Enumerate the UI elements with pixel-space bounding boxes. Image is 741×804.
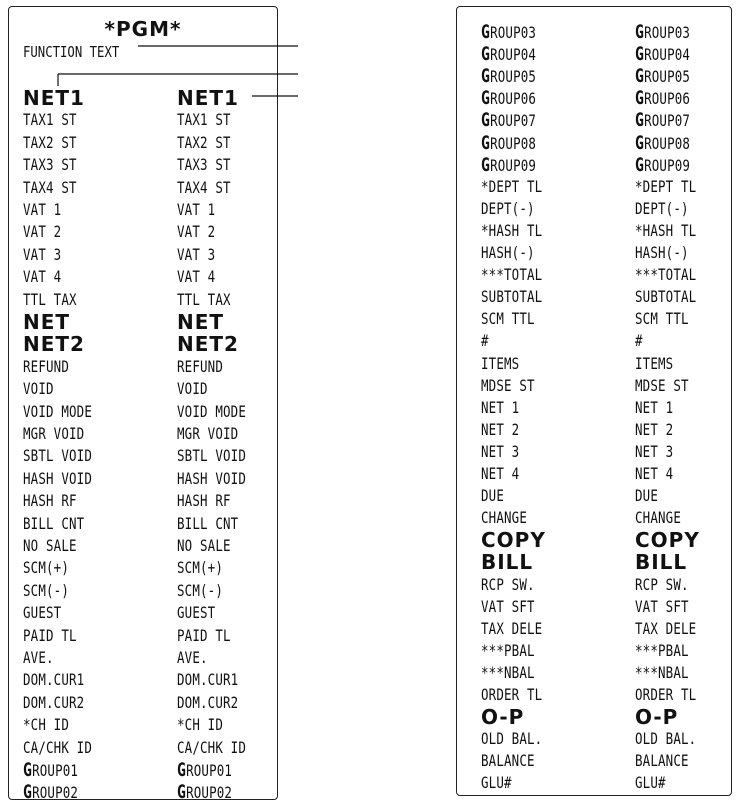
line-text-default: NET2	[23, 332, 85, 357]
receipt-line	[457, 43, 731, 65]
receipt-line	[457, 87, 731, 109]
receipt-line	[457, 551, 731, 573]
receipt-line	[9, 87, 277, 109]
line-text-default: NET 4	[481, 464, 520, 483]
line-text-programmed: SCM TTL	[635, 309, 689, 329]
line-text-programmed: TAX1 ST	[177, 110, 231, 130]
receipt-line	[9, 333, 277, 355]
receipt-line	[457, 463, 731, 485]
line-text-default: VAT 3	[23, 244, 62, 264]
line-text-programmed: VOID MODE	[177, 401, 247, 421]
line-text-programmed: OLD BAL.	[635, 729, 697, 749]
line-text-default: HASH RF	[23, 491, 77, 511]
line-text-programmed: BILL CNT	[177, 513, 239, 533]
line-text-default: DUE	[481, 486, 505, 506]
line-text-default: TTL TAX	[23, 289, 77, 309]
line-text-programmed: HASH(-)	[635, 243, 689, 262]
line-text-default: ITEMS	[481, 353, 520, 373]
line-text-default: CA/CHK ID	[23, 737, 93, 757]
line-text-default: HASH(-)	[481, 243, 535, 262]
line-text-default: BILL CNT	[23, 513, 85, 533]
line-text-default: ***NBAL	[481, 662, 535, 682]
line-text-default: VAT 1	[23, 200, 62, 219]
line-text-default: SCM TTL	[481, 309, 535, 329]
line-text-default: MGR VOID	[23, 424, 85, 443]
receipt-line	[457, 330, 731, 352]
line-text-default: NET 1	[481, 397, 520, 417]
line-text-default: *HASH TL	[481, 220, 543, 240]
line-text-programmed: GROUP05	[635, 65, 691, 88]
line-text-programmed: GROUP02	[177, 781, 233, 804]
receipt-line	[9, 445, 277, 467]
line-text-default: VOID	[23, 379, 54, 399]
line-text-default: GROUP06	[481, 87, 537, 110]
receipt-line	[457, 264, 731, 286]
line-text-default: GROUP07	[481, 109, 537, 132]
receipt-line	[457, 375, 731, 397]
line-text-programmed: SUBTOTAL	[635, 287, 697, 307]
line-text-programmed: *CH ID	[177, 715, 224, 735]
receipt-line	[457, 618, 731, 640]
line-text-programmed: TTL TAX	[177, 289, 231, 309]
line-text-programmed: GROUP04	[635, 43, 691, 66]
receipt-line	[457, 198, 731, 220]
line-text-default: DEPT(-)	[481, 198, 535, 218]
line-text-default: COPY	[481, 528, 546, 553]
line-text-programmed: TAX4 ST	[177, 177, 231, 197]
receipt-line	[9, 647, 277, 669]
line-text-default: GUEST	[23, 603, 62, 623]
line-text-programmed: CA/CHK ID	[177, 737, 247, 757]
line-text-default: VAT SFT	[481, 596, 535, 616]
function-text-label: FUNCTION TEXT	[23, 43, 120, 61]
line-text-default: TAX3 ST	[23, 155, 77, 175]
line-text-default: NET 2	[481, 419, 520, 439]
receipt-line	[457, 21, 731, 43]
line-text-programmed: DUE	[635, 486, 659, 506]
receipt-line	[9, 580, 277, 602]
receipt-line	[457, 154, 731, 176]
line-text-default: ***PBAL	[481, 640, 535, 660]
line-text-programmed: *DEPT TL	[635, 176, 697, 196]
line-text-default: OLD BAL.	[481, 729, 543, 749]
line-text-default: NET	[23, 310, 71, 334]
line-text-programmed: NET2	[177, 332, 239, 357]
line-text-default: VOID MODE	[23, 401, 93, 421]
receipt-line	[9, 401, 277, 423]
line-text-programmed: GROUP09	[635, 153, 691, 176]
line-text-default: CHANGE	[481, 508, 528, 528]
receipt-line	[457, 176, 731, 198]
line-text-default: GROUP01	[23, 759, 79, 781]
receipt-left	[8, 6, 278, 804]
receipt-line	[9, 244, 277, 266]
receipt-right	[456, 6, 732, 796]
line-text-default: SUBTOTAL	[481, 287, 543, 307]
line-text-default: REFUND	[23, 356, 70, 376]
receipt-line	[457, 596, 731, 618]
receipt-line	[9, 109, 277, 131]
line-text-default: VAT 4	[23, 267, 62, 287]
receipt-line	[457, 772, 731, 794]
receipt-line	[457, 441, 731, 463]
receipt-line	[9, 199, 277, 221]
line-text-programmed: *HASH TL	[635, 220, 697, 240]
receipt-line	[457, 242, 731, 264]
line-text-default: TAX4 ST	[23, 177, 77, 197]
line-text-programmed: ORDER TL	[635, 685, 697, 704]
line-text-programmed: VAT 4	[177, 267, 216, 287]
line-text-default: GROUP02	[23, 781, 79, 804]
line-text-programmed: MGR VOID	[177, 424, 239, 443]
line-text-default: SBTL VOID	[23, 446, 93, 466]
line-text-default: SCM(+)	[23, 558, 70, 578]
line-text-programmed: VOID	[177, 379, 208, 399]
line-text-programmed: NO SALE	[177, 536, 231, 555]
line-text-default: TAX1 ST	[23, 110, 77, 130]
receipt-line	[9, 356, 277, 378]
line-text-programmed: GLU#	[635, 773, 666, 793]
line-text-programmed: DOM.CUR2	[177, 692, 239, 712]
line-text-programmed: #	[635, 331, 643, 351]
line-text-default: NET 3	[481, 441, 520, 461]
line-text-default: ***TOTAL	[481, 265, 543, 285]
receipt-line	[9, 714, 277, 736]
line-text-programmed: SBTL VOID	[177, 446, 247, 466]
line-text-programmed: TAX3 ST	[177, 155, 231, 175]
pgm-title: *PGM*	[104, 17, 182, 41]
receipt-line	[9, 759, 277, 781]
receipt-line	[457, 286, 731, 308]
receipt-line	[9, 781, 277, 803]
line-text-default: TAX DELE	[481, 618, 543, 638]
line-text-programmed: GUEST	[177, 603, 216, 623]
line-text-default: MDSE ST	[481, 375, 535, 395]
line-text-programmed: NET1	[177, 86, 239, 110]
line-text-programmed: ***TOTAL	[635, 265, 697, 285]
receipt-line	[9, 535, 277, 557]
line-text-default: AVE.	[23, 648, 54, 667]
line-text-programmed: COPY	[635, 528, 700, 553]
line-text-programmed: NET	[177, 310, 225, 334]
line-text-programmed: SCM(-)	[177, 580, 224, 600]
line-text-programmed: NET 4	[635, 464, 674, 483]
line-text-programmed: TAX2 ST	[177, 132, 231, 152]
line-text-default: GROUP03	[481, 21, 537, 43]
line-text-programmed: ***NBAL	[635, 662, 689, 682]
line-text-programmed: VAT SFT	[635, 596, 689, 616]
line-text-default: RCP SW.	[481, 574, 535, 594]
receipt-line	[9, 468, 277, 490]
receipt-line	[457, 308, 731, 330]
receipt-line	[9, 513, 277, 535]
line-text-default: GROUP05	[481, 65, 537, 88]
line-text-programmed: REFUND	[177, 356, 224, 376]
line-text-default: PAID TL	[23, 625, 77, 645]
line-text-programmed: HASH RF	[177, 491, 231, 511]
line-text-default: SCM(-)	[23, 580, 70, 600]
line-text-programmed: O-P	[635, 705, 679, 730]
receipt-line	[9, 490, 277, 512]
receipt-line	[9, 289, 277, 311]
receipt-line	[457, 109, 731, 131]
receipt-line	[457, 750, 731, 772]
line-text-programmed: NET 2	[635, 419, 674, 439]
receipt-line	[457, 419, 731, 441]
receipt-line	[457, 662, 731, 684]
line-text-programmed: TAX DELE	[635, 618, 697, 638]
line-text-programmed: VAT 3	[177, 244, 216, 264]
receipt-line	[9, 692, 277, 714]
receipt-line	[9, 423, 277, 445]
receipt-line	[9, 625, 277, 647]
line-text-default: ORDER TL	[481, 685, 543, 704]
receipt-line	[9, 177, 277, 199]
line-text-programmed: NET 3	[635, 441, 674, 461]
line-text-programmed: GROUP03	[635, 21, 691, 43]
receipt-line	[457, 706, 731, 728]
line-text-programmed: SCM(+)	[177, 558, 224, 578]
line-text-programmed: GROUP01	[177, 759, 233, 781]
line-text-programmed: VAT 1	[177, 200, 216, 219]
receipt-line	[9, 737, 277, 759]
line-text-programmed: PAID TL	[177, 625, 231, 645]
receipt-line	[457, 684, 731, 706]
line-text-default: DOM.CUR1	[23, 670, 85, 690]
line-text-default: VAT 2	[23, 222, 62, 242]
receipt-line	[457, 397, 731, 419]
line-text-default: BILL	[481, 550, 534, 575]
line-text-default: HASH VOID	[23, 468, 93, 488]
line-text-programmed: AVE.	[177, 648, 208, 667]
receipt-line	[457, 65, 731, 87]
receipt-line	[9, 154, 277, 176]
line-text-default: GROUP04	[481, 43, 537, 66]
line-text-programmed: GROUP08	[635, 131, 691, 154]
line-text-programmed: GROUP07	[635, 109, 691, 132]
line-text-default: GROUP08	[481, 131, 537, 154]
line-text-default: #	[481, 331, 489, 351]
line-text-programmed: RCP SW.	[635, 574, 689, 594]
line-text-programmed: ***PBAL	[635, 640, 689, 660]
line-text-programmed: BALANCE	[635, 751, 689, 771]
line-text-default: O-P	[481, 705, 525, 730]
receipt-line	[9, 602, 277, 624]
receipt-line	[9, 669, 277, 691]
receipt-line	[9, 132, 277, 154]
receipt-line	[9, 557, 277, 579]
line-text-programmed: DEPT(-)	[635, 198, 689, 218]
receipt-line	[457, 529, 731, 551]
receipt-line	[457, 485, 731, 507]
receipt-line	[457, 220, 731, 242]
line-text-default: *DEPT TL	[481, 176, 543, 196]
line-text-programmed: MDSE ST	[635, 375, 689, 395]
receipt-line	[9, 378, 277, 400]
receipt-line	[457, 728, 731, 750]
line-text-programmed: CHANGE	[635, 508, 682, 528]
line-text-default: NET1	[23, 86, 85, 110]
receipt-line	[9, 221, 277, 243]
line-text-programmed: DOM.CUR1	[177, 670, 239, 690]
receipt-line	[457, 640, 731, 662]
line-text-default: GLU#	[481, 773, 512, 793]
receipt-line	[9, 266, 277, 288]
line-text-programmed: ITEMS	[635, 353, 674, 373]
line-text-default: *CH ID	[23, 715, 70, 735]
line-text-default: NO SALE	[23, 536, 77, 555]
line-text-programmed: GROUP06	[635, 87, 691, 110]
receipt-line	[457, 574, 731, 596]
line-text-default: BALANCE	[481, 751, 535, 771]
line-text-default: TAX2 ST	[23, 132, 77, 152]
receipt-line	[9, 311, 277, 333]
receipt-line	[457, 507, 731, 529]
line-text-default: DOM.CUR2	[23, 692, 85, 712]
line-text-programmed: NET 1	[635, 397, 674, 417]
receipt-line	[457, 132, 731, 154]
line-text-programmed: VAT 2	[177, 222, 216, 242]
line-text-programmed: HASH VOID	[177, 468, 247, 488]
line-text-programmed: BILL	[635, 550, 688, 575]
receipt-line	[457, 353, 731, 375]
line-text-default: GROUP09	[481, 153, 537, 176]
